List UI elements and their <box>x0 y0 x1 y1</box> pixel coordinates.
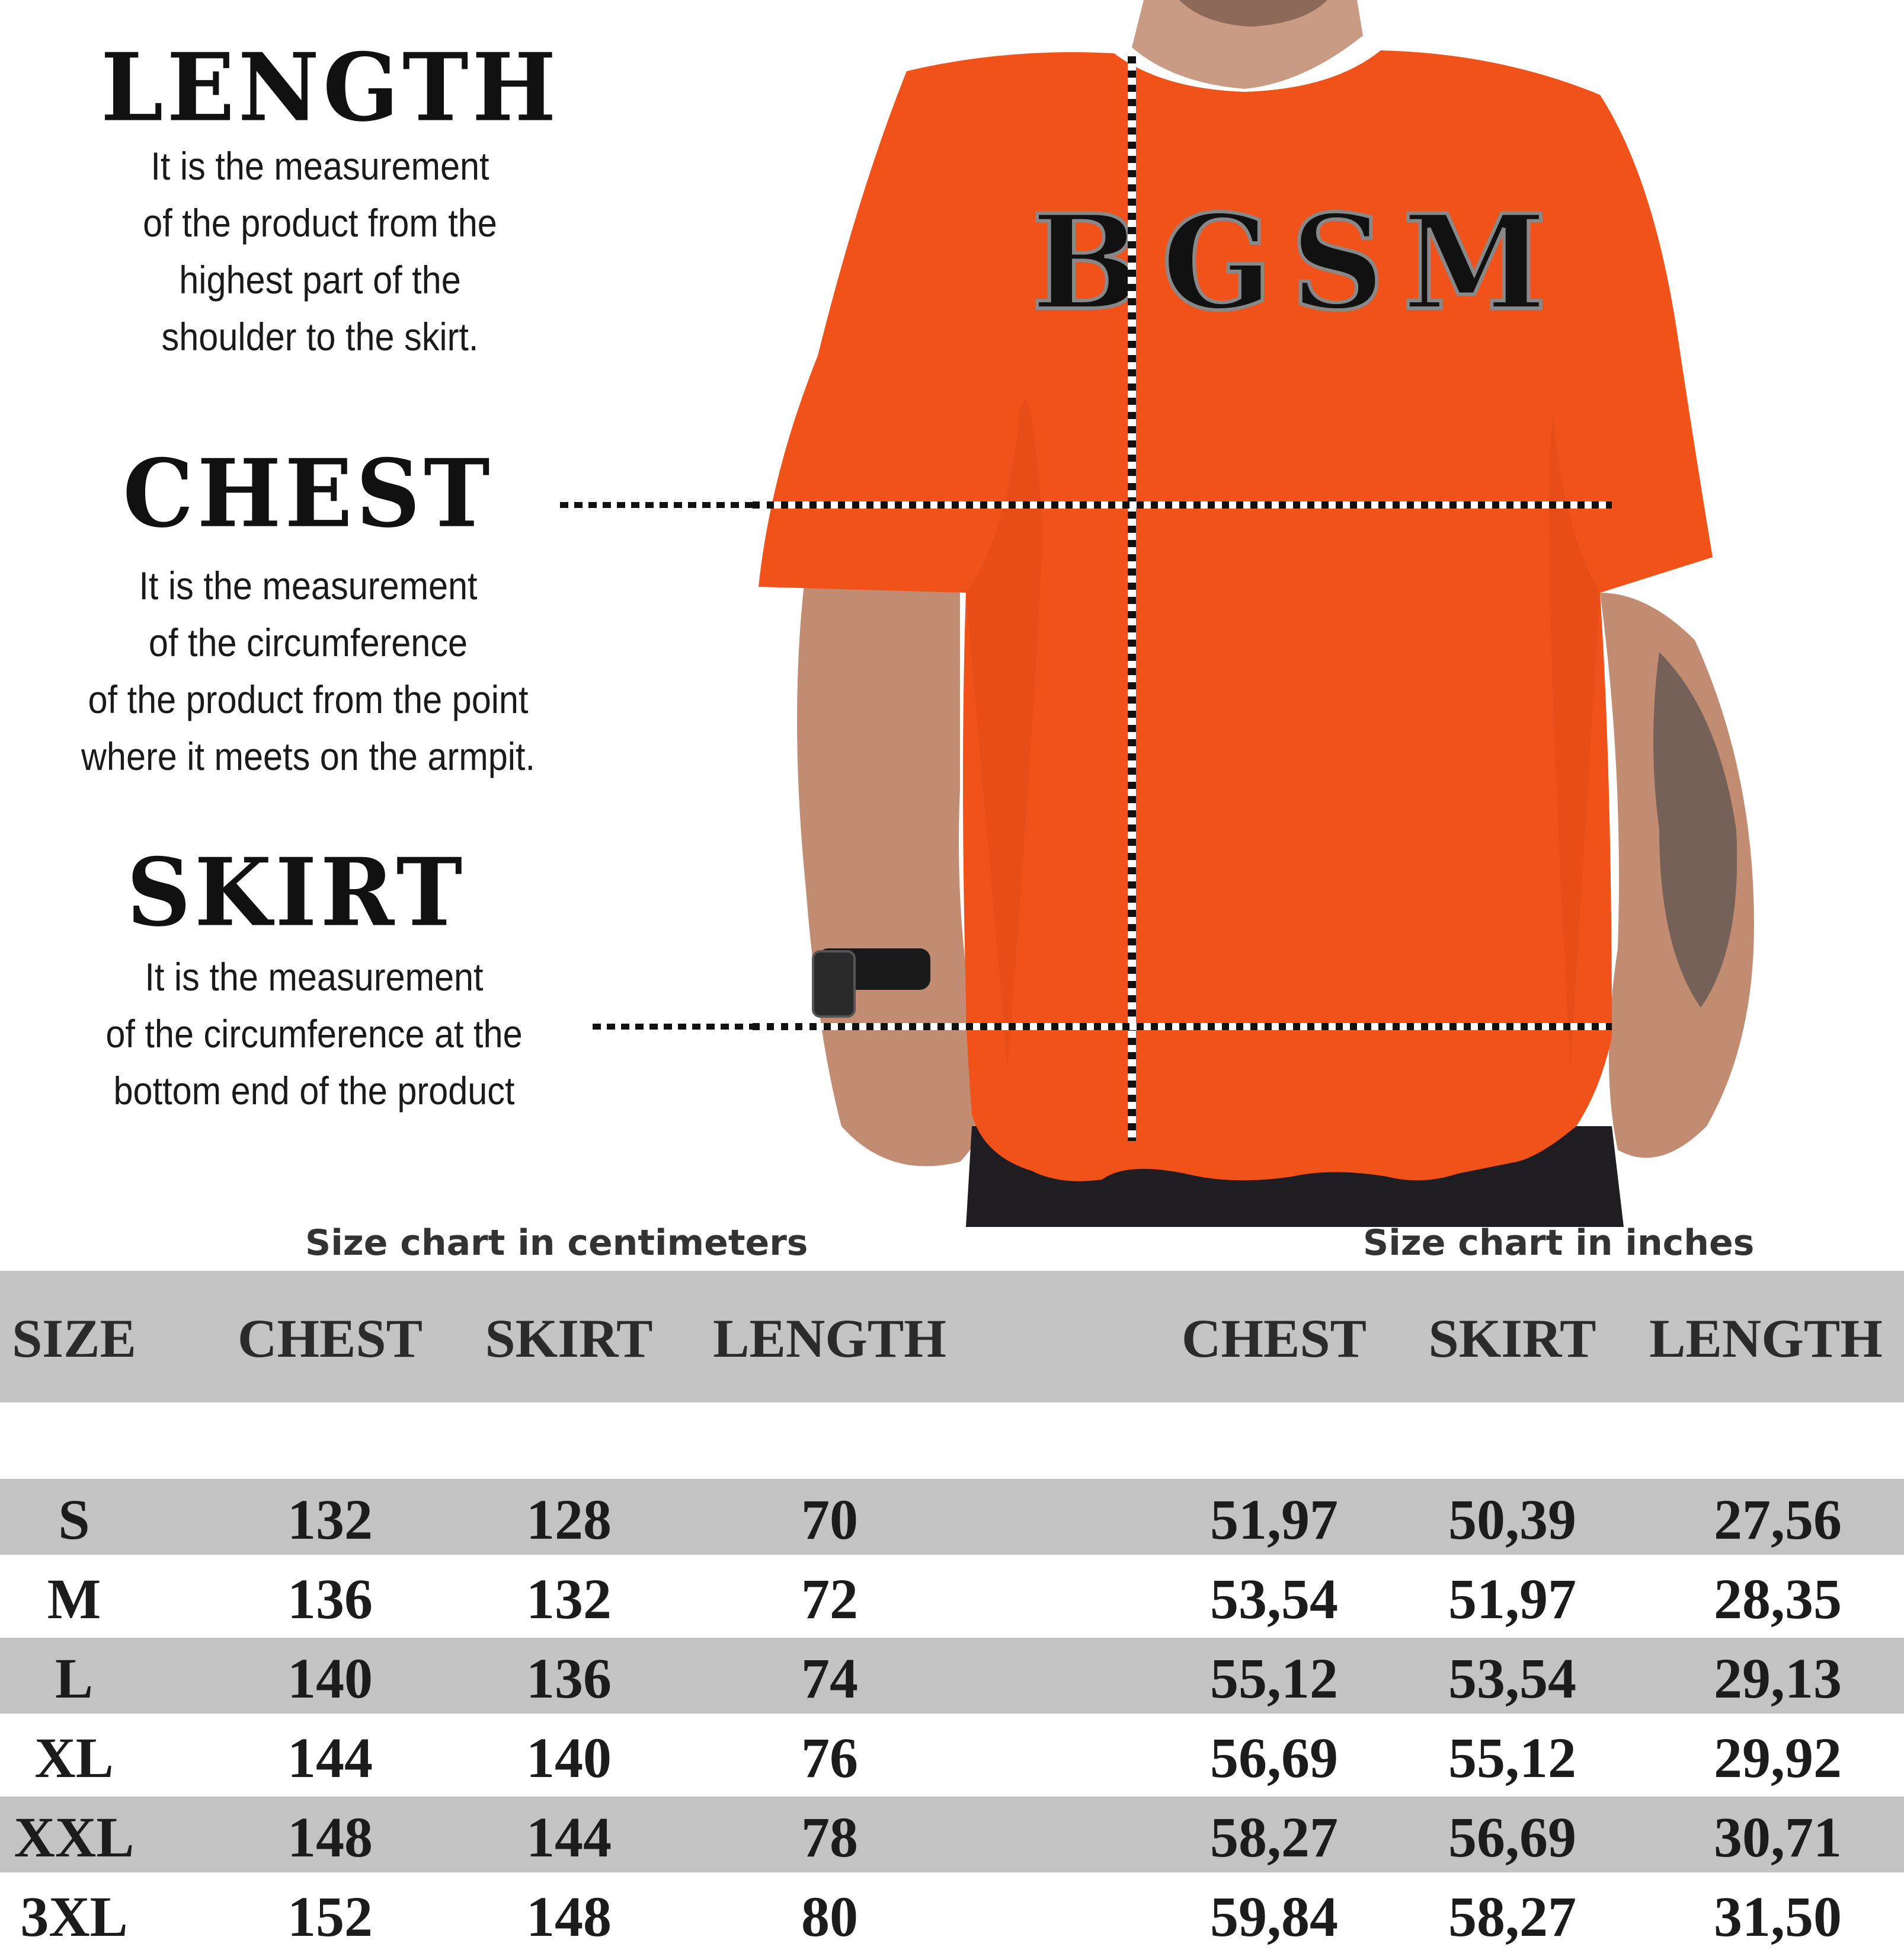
header-skirt-cm: SKIRT <box>485 1308 653 1369</box>
table-cell-chest-cm: 152 <box>287 1885 373 1948</box>
table-cell-chest-cm: 132 <box>287 1488 373 1551</box>
table-cell-skirt-cm: 132 <box>526 1567 612 1631</box>
table-cell-skirt-in: 58,27 <box>1448 1885 1576 1948</box>
length-desc-line: of the product from the <box>143 201 497 245</box>
table-cell-chest-cm: 144 <box>287 1726 373 1789</box>
table-cell-chest-in: 59,84 <box>1210 1885 1338 1948</box>
table-cell-length-cm: 72 <box>801 1567 858 1631</box>
table-cell-skirt-in: 50,39 <box>1448 1488 1576 1551</box>
header-size: SIZE <box>12 1308 136 1369</box>
table-cell-chest-in: 53,54 <box>1210 1567 1338 1631</box>
skirt-guide-line <box>590 1019 759 1037</box>
skirt-desc-line: It is the measurement <box>145 955 484 999</box>
table-cell-length-cm: 80 <box>801 1885 858 1948</box>
table-cell-skirt-cm: 148 <box>526 1885 612 1948</box>
chest-description <box>52 557 564 785</box>
table-cell-skirt-in: 51,97 <box>1448 1567 1576 1631</box>
product-photo <box>753 0 1904 1227</box>
chest-desc-line: of the circumference <box>148 621 468 664</box>
length-desc-line: It is the measurement <box>151 144 489 188</box>
table-cell-chest-in: 58,27 <box>1210 1805 1338 1869</box>
chest-desc-line: of the product from the point <box>88 677 529 721</box>
table-cell-length-in: 29,92 <box>1714 1726 1842 1789</box>
table-cell-skirt-in: 55,12 <box>1448 1726 1576 1789</box>
table-cell-length-in: 29,13 <box>1714 1647 1842 1710</box>
table-cell-size: M <box>47 1567 101 1631</box>
header-skirt-in: SKIRT <box>1428 1308 1596 1369</box>
skirt-description <box>74 948 554 1119</box>
length-desc-line: shoulder to the skirt. <box>161 315 479 359</box>
table-cell-chest-in: 56,69 <box>1210 1726 1338 1789</box>
table-cell-chest-cm: 140 <box>287 1647 373 1710</box>
table-cell-size: XXL <box>14 1805 135 1869</box>
table-cell-chest-cm: 148 <box>287 1805 373 1869</box>
table-cell-chest-cm: 136 <box>287 1567 373 1631</box>
table-cell-skirt-in: 56,69 <box>1448 1805 1576 1869</box>
table-cell-skirt-cm: 140 <box>526 1726 612 1789</box>
chest-desc-line: It is the measurement <box>139 564 478 608</box>
caption-centimeters: Size chart in centimeters <box>305 1222 808 1264</box>
brand-print: BGSM <box>1031 186 1565 339</box>
length-desc-line: highest part of the <box>179 258 461 302</box>
chest-guide-line <box>557 498 759 516</box>
table-cell-length-in: 30,71 <box>1714 1805 1842 1869</box>
length-description <box>107 138 533 365</box>
table-cell-size: 3XL <box>20 1885 128 1948</box>
table-cell-length-in: 31,50 <box>1714 1885 1842 1948</box>
table-cell-size: XL <box>34 1726 114 1789</box>
table-cell-length-cm: 74 <box>801 1647 858 1710</box>
table-cell-length-cm: 70 <box>801 1488 858 1551</box>
skirt-desc-line: bottom end of the product <box>113 1069 515 1113</box>
table-cell-length-in: 27,56 <box>1714 1488 1842 1551</box>
header-chest-in: CHEST <box>1182 1308 1367 1369</box>
table-cell-skirt-in: 53,54 <box>1448 1647 1576 1710</box>
table-cell-skirt-cm: 144 <box>526 1805 612 1869</box>
chest-desc-line: where it meets on the armpit. <box>81 734 535 778</box>
header-length-in: LENGTH <box>1649 1308 1883 1369</box>
table-cell-length-cm: 76 <box>801 1726 858 1789</box>
skirt-desc-line: of the circumference at the <box>105 1012 523 1056</box>
table-cell-size: S <box>58 1488 90 1551</box>
model-illustration <box>753 0 1904 1227</box>
table-cell-chest-in: 55,12 <box>1210 1647 1338 1710</box>
length-heading: LENGTH <box>101 33 560 143</box>
table-cell-skirt-cm: 136 <box>526 1647 612 1710</box>
chest-heading: CHEST <box>123 439 494 549</box>
caption-inches: Size chart in inches <box>1363 1222 1755 1264</box>
table-cell-chest-in: 51,97 <box>1210 1488 1338 1551</box>
table-cell-skirt-cm: 128 <box>526 1488 612 1551</box>
skirt-heading: SKIRT <box>126 838 466 948</box>
table-cell-size: L <box>55 1647 94 1710</box>
header-chest-cm: CHEST <box>238 1308 423 1369</box>
table-cell-length-in: 28,35 <box>1714 1567 1842 1631</box>
header-length-cm: LENGTH <box>713 1308 946 1369</box>
table-cell-length-cm: 78 <box>801 1805 858 1869</box>
